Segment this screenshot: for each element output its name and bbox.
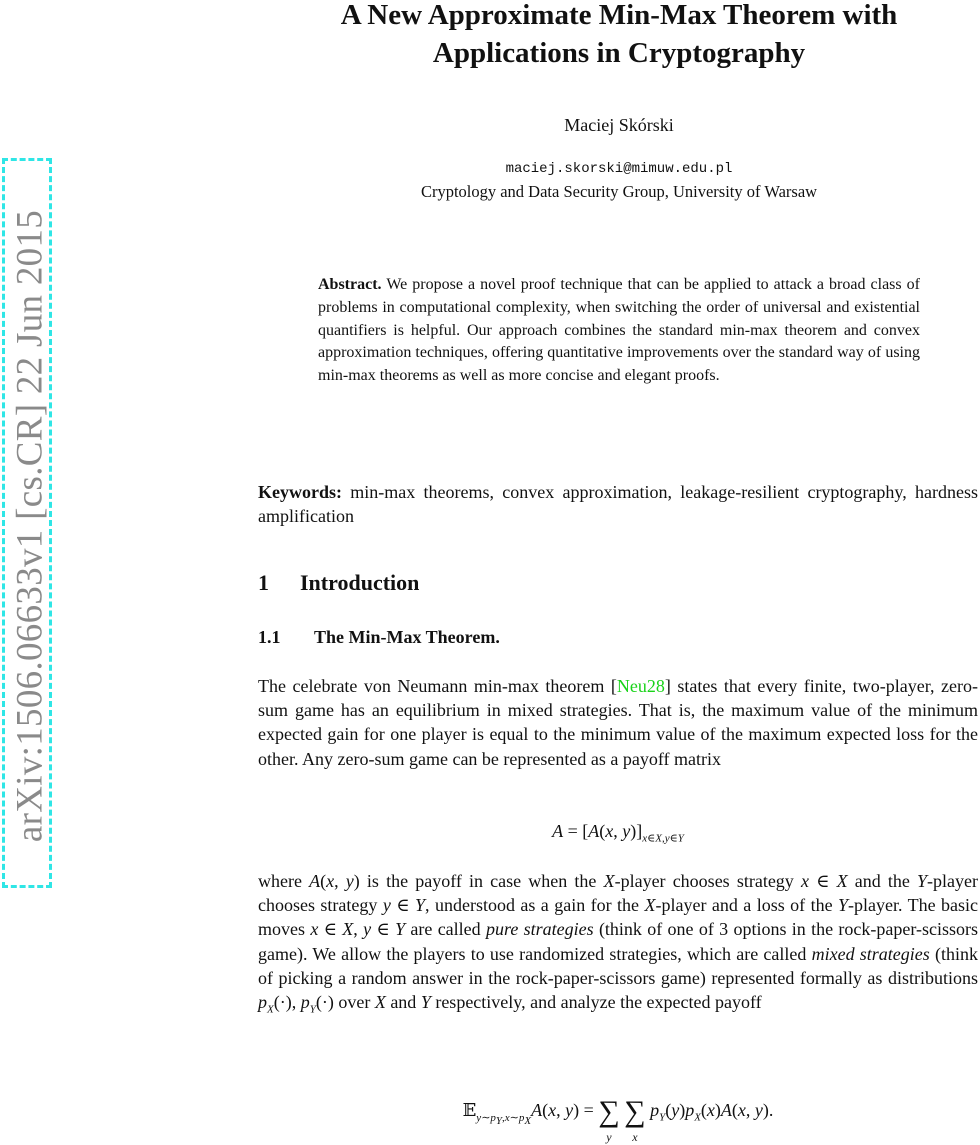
para2-t12: over [333,992,375,1013]
paper-title [258,0,980,72]
subsection-title: The Min-Max Theorem. [314,627,500,647]
para2-t14: respectively, and analyze the expected payoff [430,992,762,1013]
para1-text-b: ] states that every finite, two-player, zero-sum game has an equilibrium in mixed strategies. That is, the maximum value of the minimum expected gain for one player is equal to the minimum value of the maximum expected loss for the other. Any zero-sum game can be represented as a payoff matrix [258,676,978,769]
section-title: Introduction [300,570,420,595]
keywords-text: min-max theorems, convex approximation, leakage-resilient cryptography, hardness amplification [258,482,978,527]
para2-t4: and the [847,871,918,891]
para2-t10: (think of one of 3 options in the rock-paper-scissors game). We allow the players to use randomized strategies, which are called [258,919,979,964]
section-heading [258,570,419,596]
para2-t2: is the payoff in case when the [359,871,604,891]
subsection-heading [258,627,500,648]
title-line-2: Applications in Cryptography [432,37,806,69]
para2-t13: and [385,992,421,1013]
para2-t7: -player and a loss of the [655,895,838,916]
paragraph-2: where A(x, y) is the payoff in case when the X-player chooses strategy x ∈ X and the Y-player chooses strategy y ∈ Y, understood as a gain for the X-player and a loss of the Y-player. The basic moves x ∈ X, y ∈ Y are called pure strategies (think of one of 3 options in the rock-paper-scissors game). We allow the players to use randomized strategies, which are called mixed strategies (think of picking a random answer in the rock-paper-scissors game) represented formally as distributions $p_X(\cdot)$, $p_Y(\cdot)$ over X and Y respectively, and analyze the expected payoff [258,871,979,1016]
paragraph-1 [258,674,978,771]
section-number: 1 [258,570,269,595]
term-mixed-strategies: mixed strategies [811,943,930,964]
author-name: Maciej Skórski [564,115,674,135]
title-line-1: A New Approximate Min-Max Theorem with [340,0,898,31]
abstract-label: Abstract. [318,276,382,293]
para2-t6: , understood as a gain for the [425,895,645,916]
abstract [318,274,920,388]
abstract-text: We propose a novel proof technique that can be applied to attack a broad class of problems in computational complexity, when switching the order of universal and existential quantifiers is helpful. Our approach combines the standard min-max theorem and convex approximation techniques, offering quantitative improvements over the standard way of using min-max theorems as well as more concise and elegant proofs. [318,276,920,385]
para2-t3: -player chooses strategy [614,871,801,891]
arxiv-stamp [2,158,52,888]
para2-t5: -player chooses strategy [258,871,979,916]
equation-expected-payoff: 𝔼$_{y\sim p_Y,x\sim p_X}$A(x, y) = ∑ y ∑ x $p_Y(y)p_X(x)A(x$, y). [462,1095,774,1144]
equation-payoff-matrix: A = [A(x, $y)]_{x\in X,y\in Y}$ [552,821,684,845]
citation-link[interactable]: Neu28 [616,676,665,696]
keywords [258,480,978,528]
arxiv-identifier: arXiv:1506.06633v1 [cs.CR] 22 Jun 2015 [9,209,51,843]
subsection-number: 1.1 [258,627,281,647]
author-email: maciej.skorski@mimuw.edu.pl [505,161,733,177]
para2-t1: where [258,871,310,891]
para2-t11: (think of picking a random answer in the rock-paper-scissors game) represented formally as distributions [258,943,979,988]
author-affiliation: Cryptology and Data Security Group, University of Warsaw [420,182,818,201]
para2-t9: are called [405,919,486,940]
para2-t8: -player. The basic moves [258,895,978,940]
para1-text-a: The celebrate von Neumann min-max theorem [ [258,676,617,696]
keywords-label: Keywords: [258,482,342,502]
term-pure-strategies: pure strategies [485,919,594,940]
